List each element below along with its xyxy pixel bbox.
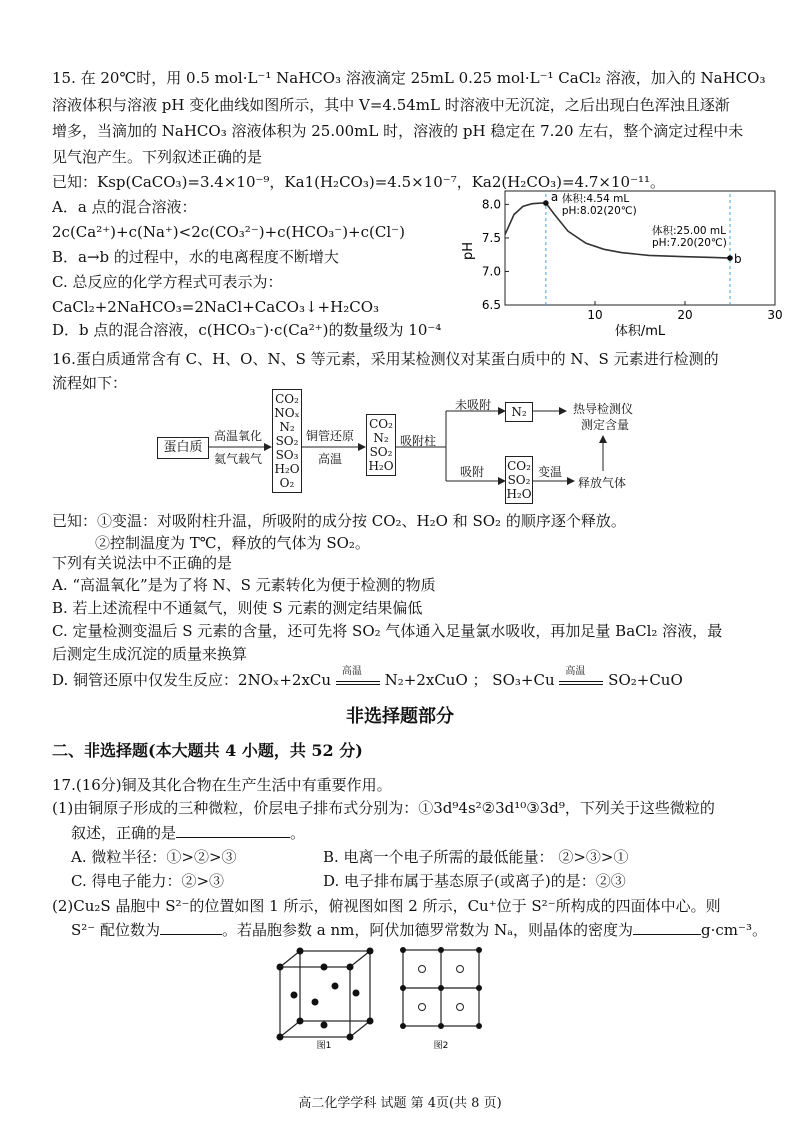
q17-part2-line2 (71, 920, 767, 940)
point-b (727, 255, 733, 261)
y-tick-label: 8.0 (481, 197, 501, 212)
x-tick-label: 10 (587, 308, 603, 322)
chart-y-axis-label: pH (461, 241, 476, 261)
q17-intro: 17.(16分)铜及其化合物在生产生活中有重要作用。 (52, 776, 392, 794)
y-tick-label: 7.5 (481, 230, 501, 245)
flow-box-n2: N₂ (505, 402, 533, 422)
flow-label-temp-change: 变温 (538, 465, 563, 479)
q15-stem-line-4: 见气泡产生。下列叙述正确的是 (52, 148, 263, 166)
gas3-3: H₂O (506, 487, 532, 501)
gas-1: CO₂ (275, 392, 299, 406)
gas3-2: SO₂ (507, 473, 531, 487)
flow-label-not-adsorbed: 未吸附 (455, 398, 492, 412)
q17-part2-coord: S²⁻ 配位数为 (71, 921, 160, 939)
answer-blank-1[interactable] (176, 823, 290, 838)
x-tick-label: 30 (767, 308, 783, 322)
reaction-line-1 (336, 681, 380, 682)
point-annotation-b: pH:7.20(20℃) (652, 237, 727, 250)
gas-2: NOₓ (274, 406, 300, 420)
q15-option-b: B．a→b 的过程中，水的电离程度不断增大 (52, 248, 339, 266)
q16-option-c: C. 定量检测变温后 S 元素的含量，还可先将 SO₂ 气体通入足量氯水吸收，再加足量 BaCl₂ 溶液，最 (52, 622, 723, 640)
point-annotation-b: 体积:25.00 mL (652, 225, 727, 238)
page-footer: 高二化学学科 试题 第 4页(共 8 页) (298, 1096, 502, 1111)
gas2-2: N₂ (373, 431, 389, 445)
chart-x-axis-label: 体积/mL (614, 324, 666, 339)
flow-box-gases-1 (272, 389, 302, 493)
q16-option-a: A. “高温氧化”是为了将 N、S 元素转化为便于检测的物质 (52, 576, 436, 594)
cube-edge-4 (350, 1021, 370, 1037)
q17-part1-ask: 叙述，正确的是 (71, 824, 177, 842)
q16-option-b: B. 若上述流程中不通氦气，则使 S 元素的测定结果偏低 (52, 599, 423, 617)
point-label-a: a (550, 190, 559, 205)
q17-option-a: A. 微粒半径：①>②>③ (71, 848, 237, 866)
s-atom (367, 948, 374, 955)
s-atom (312, 999, 319, 1006)
q16-d-prefix: D. 铜管还原中仅发生反应：2NOₓ+2xCu (52, 671, 332, 689)
topview-atom (476, 947, 482, 953)
answer-blank-3[interactable] (633, 920, 701, 935)
q15-option-a: A．a 点的混合溶液： (52, 198, 197, 216)
q15-option-d: D．b 点的混合溶液，c(HCO₃⁻)·c(Ca²⁺)的数量级为 10⁻⁴ (52, 321, 442, 339)
q17-option-d: D. 电子排布属于基态原子(或离子)的是：②③ (323, 872, 626, 890)
reaction-arrow-1 (336, 666, 380, 688)
figure-1-caption: 图1 (316, 1041, 332, 1050)
q16-option-d (52, 666, 683, 690)
q16-option-c-cont: 后测定生成沉淀的质量来换算 (52, 645, 248, 663)
topview-cu-site (457, 1004, 464, 1011)
s-atom (321, 1022, 328, 1029)
gas2-4: H₂O (368, 459, 394, 473)
flow-label-helium: 氦气载气 (214, 452, 263, 466)
point-label-b: b (734, 252, 742, 267)
gas-5: SO₃ (275, 448, 299, 462)
gas2-3: SO₂ (369, 445, 393, 459)
flow-box-gases-3 (505, 456, 533, 504)
figure-2-caption: 图2 (433, 1041, 449, 1050)
y-tick-label: 6.5 (481, 298, 501, 312)
s-atom (347, 964, 354, 971)
point-annotation-a: pH:8.02(20℃) (561, 205, 637, 218)
q16-known-1: 已知：①变温：对吸附柱升温，所吸附的成分按 CO₂、H₂O 和 SO₂ 的顺序逐个释放。 (52, 512, 626, 530)
gas-7: O₂ (279, 476, 295, 490)
cube-edge-1 (280, 951, 300, 967)
topview-atom (400, 1023, 406, 1029)
gas3-1: CO₂ (507, 459, 531, 473)
topview-atom (476, 985, 482, 991)
reaction-arrow-2 (559, 666, 603, 688)
flow-label-adsorbed: 吸附 (460, 465, 485, 479)
titration-ph-chart (460, 185, 790, 340)
flow-detector-line-2: 测定含量 (581, 418, 630, 432)
q17-part1-end: 。 (290, 824, 306, 842)
q15-known: 已知：Ksp(CaCO₃)=3.4×10⁻⁹，Ka1(H₂CO₃)=4.5×10⁻⁷，Ka2(H₂CO₃)=4.7×10⁻¹¹。 (52, 173, 666, 191)
reaction-condition-2: 高温 (565, 666, 586, 677)
q17-part2-unit: g·cm⁻³。 (701, 921, 767, 939)
q17-option-c: C. 得电子能力：②>③ (71, 872, 225, 890)
q16-stem-line-1: 16.蛋白质通常含有 C、H、O、N、S 等元素，采用某检测仪对某蛋白质中的 N、S 元素进行检测的 (52, 350, 719, 368)
gas-3: N₂ (279, 420, 295, 434)
q16-known-2: ②控制温度为 T℃，释放的气体为 SO₂。 (95, 534, 370, 552)
s-atom (277, 964, 284, 971)
topview-cu-site (419, 966, 426, 973)
flow-box-gases-2 (366, 414, 396, 476)
flow-detector-line-1: 热导检测仪 (573, 402, 634, 416)
answer-blank-2[interactable] (160, 920, 222, 935)
y-tick-label: 7.0 (481, 264, 501, 279)
flow-label-release-gas: 释放气体 (578, 476, 627, 490)
reaction-condition-1: 高温 (341, 666, 362, 677)
flow-label-oxidation: 高温氧化 (214, 429, 263, 443)
s-atom (347, 1034, 354, 1041)
s-atom (353, 990, 360, 997)
q15-stem-line-2: 溶液体积与溶液 pH 变化曲线如图所示，其中 V=4.54mL 时溶液中无沉淀，之后出现白色浑浊且逐渐 (52, 96, 730, 114)
x-tick-label: 20 (677, 308, 693, 322)
s-atom (297, 1018, 304, 1025)
s-atom (277, 1034, 284, 1041)
point-a (543, 200, 549, 206)
flow-label-copper-reduction: 铜管还原 (306, 429, 355, 443)
q17-option-b: B. 电离一个电子所需的最低能量： ②>③>① (323, 848, 629, 866)
topview-cu-site (457, 966, 464, 973)
cube-edge-3 (280, 1021, 300, 1037)
q15-option-c: C. 总反应的化学方程式可表示为： (52, 273, 283, 291)
reaction-line-2 (559, 681, 603, 682)
q17-part2-line1: (2)Cu₂S 晶胞中 S²⁻的位置如图 1 所示，俯视图如图 2 所示，Cu⁺位于 S²⁻所构成的四面体中心。则 (52, 897, 721, 915)
q15-option-a-expr: 2c(Ca²⁺)+c(Na⁺)<2c(CO₃²⁻)+c(HCO₃⁻)+c(Cl⁻) (52, 223, 405, 241)
q17-part2-density: 。若晶胞参数 a nm，阿伏加德罗常数为 Nₐ，则晶体的密度为 (221, 921, 634, 939)
flow-label-adsorption-column: 吸附柱 (400, 434, 437, 448)
reaction-line-2b (559, 684, 603, 685)
q17-part1-line2 (71, 823, 305, 843)
s-atom (291, 992, 298, 999)
gas-6: H₂O (274, 462, 300, 476)
section-subtitle: 二、非选择题(本大题共 4 小题，共 52 分) (52, 741, 363, 760)
s-atom (297, 948, 304, 955)
q16-d-mid: N₂+2xCuO ； SO₃+Cu (384, 671, 555, 689)
q15-option-c-eq: CaCl₂+2NaHCO₃=2NaCl+CaCO₃↓+H₂CO₃ (52, 298, 380, 316)
q15-stem-line-1: 15. 在 20℃时，用 0.5 mol·L⁻¹ NaHCO₃ 溶液滴定 25mL 0.25 mol·L⁻¹ CaCl₂ 溶液，加入的 NaHCO₃ (52, 69, 766, 87)
crystal-figure-1 (268, 945, 388, 1050)
point-annotation-a: 体积:4.54 mL (561, 193, 630, 206)
s-atom (367, 1018, 374, 1025)
q16-d-end: SO₂+CuO (608, 671, 683, 689)
section-title: 非选择题部分 (346, 706, 454, 727)
q17-part1-line1: (1)由铜原子形成的三种微粒，价层电子排布式分别为：①3d⁹4s²②3d¹⁰③3d⁹，下列关于这些微粒的 (52, 799, 715, 817)
s-atom (321, 964, 328, 971)
topview-cu-site (419, 1004, 426, 1011)
q16-ask: 下列有关说法中不正确的是 (52, 554, 233, 572)
reaction-line-1b (336, 684, 380, 685)
q15-stem-line-3: 增多，当滴加的 NaHCO₃ 溶液体积为 25.00mL 时，溶液的 pH 稳定在 7.20 左右，整个滴定过程中未 (52, 122, 744, 140)
s-atom (332, 983, 339, 990)
flow-box-protein: 蛋白质 (157, 437, 209, 459)
cube-edge-2 (350, 951, 370, 967)
topview-atom (438, 985, 444, 991)
topview-atom (438, 1023, 444, 1029)
topview-atom (476, 1023, 482, 1029)
flow-label-high-temp: 高温 (318, 452, 343, 466)
topview-atom (438, 947, 444, 953)
topview-atom (400, 985, 406, 991)
crystal-figure-2 (398, 945, 488, 1050)
topview-atom (400, 947, 406, 953)
gas2-1: CO₂ (369, 417, 393, 431)
gas-4: SO₂ (275, 434, 299, 448)
q16-stem-line-2: 流程如下： (52, 374, 128, 392)
